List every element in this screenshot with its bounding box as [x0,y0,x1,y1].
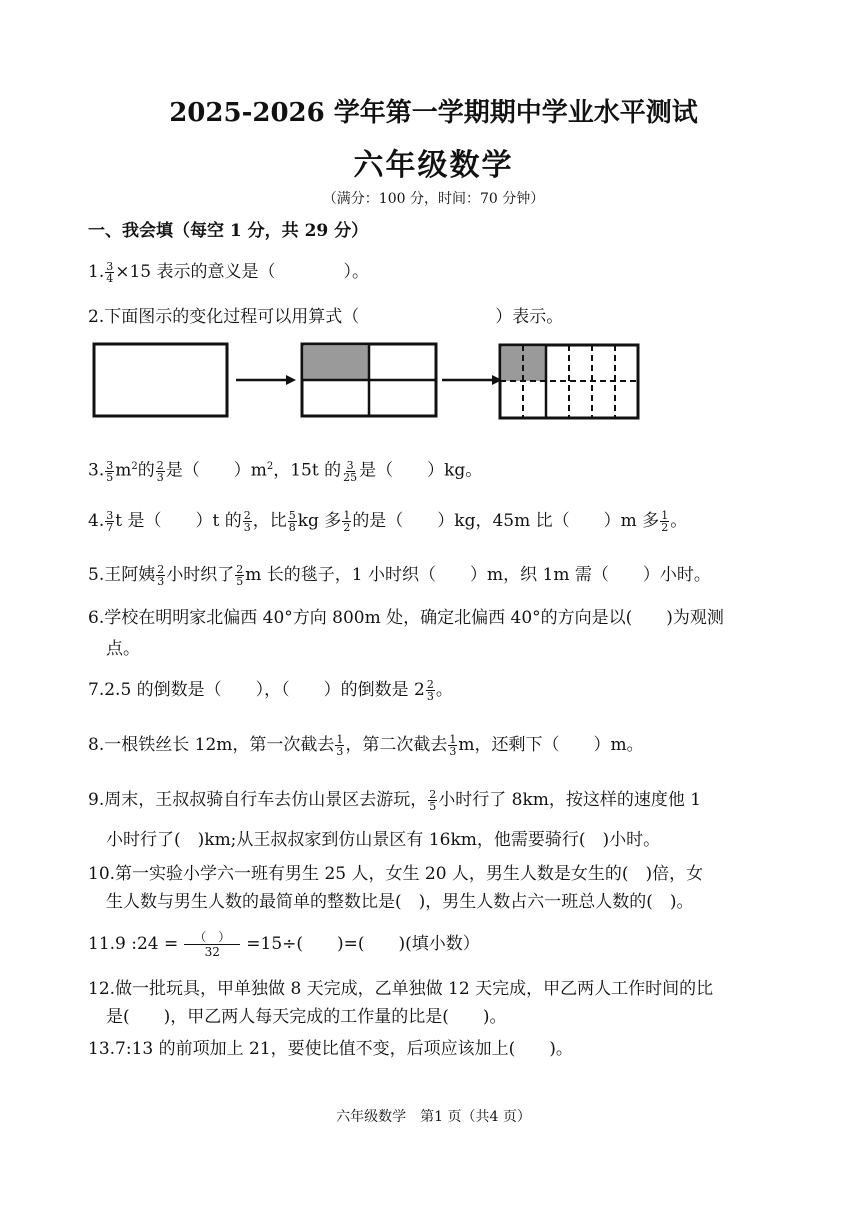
exam-meta: （满分：100 分，时间：70 分钟） [322,191,545,207]
question-11: 11.9 :24 = （ ） 32 =15÷( )=( )(填小数） [88,930,480,959]
question-13: 13.7:13 的前项加上 21，要使比值不变，后项应该加上( )。 [88,1039,573,1059]
section-heading: 一、我会填（每空 1 分，共 29 分） [88,221,369,241]
question-12-line-1: 12.做一批玩具，甲单独做 8 天完成，乙单独做 12 天完成，甲乙两人工作时间的比 [88,979,714,999]
question-2: 2.下面图示的变化过程可以用算式（ ）表示。 [88,307,564,327]
arrow-head-1 [286,375,296,385]
transformation-figure [90,338,650,424]
question-6-line-1: 6.学校在明明家北偏西 40°方向 800m 处，确定北偏西 40°的方向是以( )为观测 [88,608,724,628]
whole-rectangle [94,344,227,416]
question-7: 7.2.5 的倒数是（ ），（ ）的倒数是 2 $\frac{2}{3}$ 。 [88,678,453,703]
question-12-line-2: 是( )，甲乙两人每天完成的工作量的比是( )。 [106,1007,507,1027]
question-1: 1. $\frac{3}{4}$ ×15 表示的意义是（ ）。 [88,260,370,285]
question-10-line-2: 生人数与男生人数的最简单的整数比是( )，男生人数占六一班总人数的( )。 [106,892,694,912]
question-5: 5.王阿姨 $\frac{2}{3}$ 小时织了 $\frac{2}{5}$ m 长的毯子，1 小时织（ ）m，织 1m 需（ ）小时。 [88,563,711,588]
question-4: 4. $\frac{3}{7}$ t 是（ ）t 的 $\frac{2}{3}$ ，比 $\frac{5}{8}$ kg 多 $\frac{1}{2}$ 的是（ ）kg，45m 比（ ）m 多 $\frac{1}{2}$ 。 [88,509,688,534]
question-9-line-2: 小时行了( )km;从王叔叔家到仿山景区有 16km，他需要骑行( )小时。 [106,830,661,850]
exam-title: 2025-2026 学年第一学期期中学业水平测试 [169,98,698,128]
fraction: （ ） 32 [184,930,240,959]
question-9-line-1: 9.周末，王叔叔骑自行车去仿山景区去游玩， $\frac{2}{5}$ 小时行了 8km，按这样的速度他 1 [88,788,702,813]
fraction: $\frac{3}{4}$ [106,260,114,285]
question-6-line-2: 点。 [106,639,140,659]
page-footer: 六年级数学 第1 页（共4 页） [336,1109,531,1125]
subject-title: 六年级数学 [353,148,514,183]
question-10-line-1: 10.第一实验小学六一班有男生 25 人，女生 20 人，男生人数是女生的( )倍，女 [88,864,704,884]
question-3: 3. $\frac{3}{5}$ $m^2$的 $\frac{2}{3}$ 是（ ）$m^2$，15t 的 $\frac{3}{25}$ 是（ ）kg。 [88,458,483,484]
shaded-quarter [304,346,369,379]
question-8: 8.一根铁丝长 12m，第一次截去 $\frac{1}{3}$ ，第二次截去 $\frac{1}{3}$ m，还剩下（ ）m。 [88,733,644,758]
